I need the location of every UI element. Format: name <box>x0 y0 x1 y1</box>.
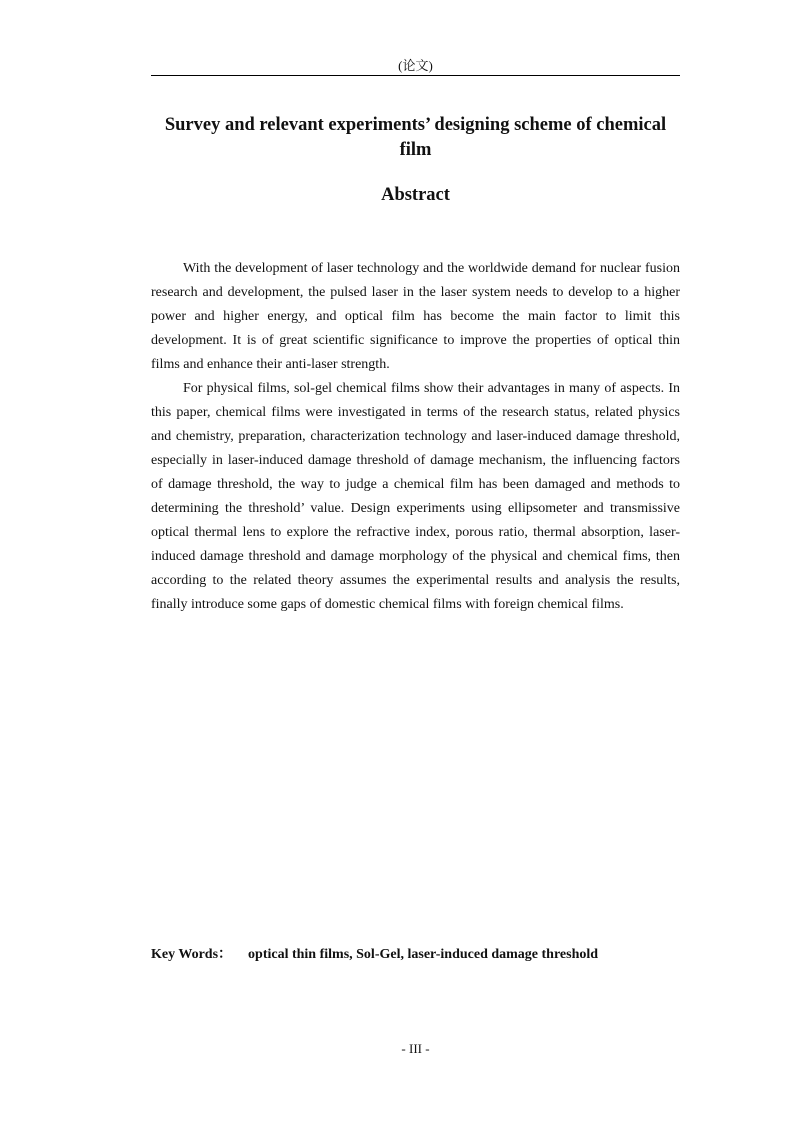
abstract-paragraph: With the development of laser technology and the worldwide demand for nuclear fusion research and development, the pulsed laser in the laser system needs to develop to a higher power and higher energy, and optical film has become the main factor to limit this development. It is of great scientific significance to improve the properties of optical thin films and enhance their anti-laser strength. <box>151 261 680 372</box>
document-title: Survey and relevant experiments’ designing scheme of chemical film <box>164 115 667 160</box>
page-number: - III - <box>401 1041 430 1056</box>
keywords-value: optical thin films, Sol-Gel, laser-induced damage threshold <box>248 947 599 962</box>
abstract-heading: Abstract <box>381 185 450 205</box>
page-header: (论文) <box>398 58 433 73</box>
keywords-label: Key Words： <box>151 947 233 962</box>
abstract-body <box>151 257 680 617</box>
keywords-line <box>151 945 711 965</box>
header-divider <box>151 75 680 76</box>
abstract-paragraph: For physical films, sol-gel chemical films show their advantages in many of aspects. In this paper, chemical films were investigated in terms of the research status, related physics and chemistry, preparation, characterization technology and laser-induced damage threshold, especially in laser-induced damage threshold of damage mechanism, the influencing factors of damage threshold, the way to judge a chemical film has been damaged and methods to determining the threshold’ value. Design experiments using ellipsometer and transmissive optical thermal lens to explore the refractive index, porous ratio, thermal absorption, laser-induced damage threshold and damage morphology of the physical and chemical fims, then according to the related theory assumes the experimental results and analysis the results, finally introduce some gaps of domestic chemical films with foreign chemical films. <box>151 381 680 612</box>
